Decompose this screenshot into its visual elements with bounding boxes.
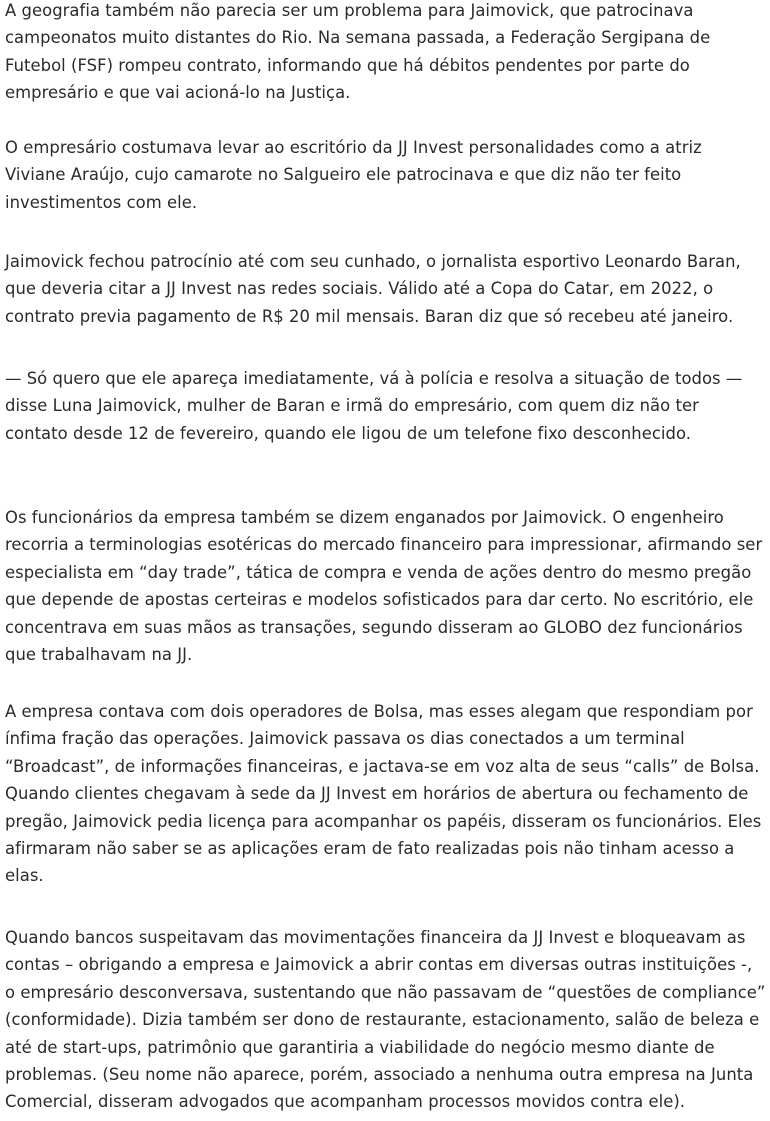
paragraph-3 (0, 248, 741, 330)
paragraph-6-line-7: elas. (5, 866, 44, 886)
paragraph-3-line-3: contrato previa pagamento de R$ 20 mil mensais. Baran diz que só recebeu até janeiro. (5, 306, 734, 326)
paragraph-1-line-1: A geografia também não parecia ser um problema para Jaimovick, que patrocinava (5, 1, 694, 20)
paragraph-5-line-4: que depende de apostas certeiras e modelos sofisticados para dar certo. No escritório, ele (5, 590, 754, 610)
paragraph-4-line-2: disse Luna Jaimovick, mulher de Baran e irmã do empresário, com quem diz não ter (5, 396, 699, 416)
paragraph-5-line-1: Os funcionários da empresa também se dizem enganados por Jaimovick. O engenheiro (5, 508, 724, 527)
paragraph-4-line-1: — Só quero que ele apareça imediatamente, vá à polícia e resolva a situação de todos — (5, 369, 743, 388)
paragraph-7-line-1: Quando bancos suspeitavam das movimentações financeira da JJ Invest e bloqueavam as (5, 928, 746, 947)
paragraph-7-line-5: até de start-ups, patrimônio que garantiria a viabilidade do negócio mesmo diante de (5, 1037, 715, 1057)
paragraph-2-line-2: Viviane Araújo, cujo camarote no Salgueiro ele patrocinava e que diz não ter feito (5, 165, 682, 185)
paragraph-6-line-6: afirmaram não saber se as aplicações eram de fato realizadas pois não tinham acesso a (5, 839, 735, 859)
paragraph-1-line-2: campeonatos muito distantes do Rio. Na semana passada, a Federação Sergipana de (5, 28, 711, 48)
paragraph-5-line-6: que trabalhavam na JJ. (5, 645, 193, 665)
paragraph-5-line-2: recorria a terminologias esotéricas do mercado financeiro para impressionar, afirmando ser (5, 535, 763, 555)
paragraph-7 (0, 924, 765, 1116)
paragraph-1-line-3: Futebol (FSF) rompeu contrato, informando que há débitos pendentes por parte do (5, 55, 690, 75)
paragraph-6-line-3: “Broadcast”, de informações financeiras, e jactava-se em voz alta de seus “calls” de Bolsa. (5, 756, 760, 776)
paragraph-7-line-2: contas – obrigando a empresa e Jaimovick a abrir contas em diversas outras instituições -, (5, 955, 753, 975)
paragraph-5 (0, 504, 762, 668)
paragraph-4-line-3: contato desde 12 de fevereiro, quando ele ligou de um telefone fixo desconhecido. (5, 423, 692, 443)
paragraph-7-line-6: problemas. (Seu nome não aparece, porém, associado a nenhuma outra empresa na Junta (5, 1065, 754, 1085)
paragraph-1 (0, 0, 710, 107)
paragraph-5-line-5: concentrava em suas mãos as transações, segundo disseram ao GLOBO dez funcionários (5, 617, 743, 637)
paragraph-7-line-4: (conformidade). Dizia também ser dono de restaurante, estacionamento, salão de beleza e (5, 1010, 760, 1030)
paragraph-3-line-1: Jaimovick fechou patrocínio até com seu cunhado, o jornalista esportivo Leonardo Baran, (5, 252, 741, 271)
paragraph-7-line-3: o empresário desconversava, sustentando que não passavam de “questões de compliance” (5, 982, 766, 1002)
paragraph-6 (0, 698, 761, 890)
paragraph-4-quote (0, 365, 742, 447)
paragraph-6-line-1: A empresa contava com dois operadores de Bolsa, mas esses alegam que respondiam por (5, 702, 753, 721)
paragraph-3-line-2: que deveria citar a JJ Invest nas redes sociais. Válido até a Copa do Catar, em 2022, o (5, 279, 714, 299)
paragraph-7-line-7: Comercial, disseram advogados que acompanham processos movidos contra ele). (5, 1092, 686, 1112)
paragraph-1-line-4: empresário e que vai acioná-lo na Justiça. (5, 83, 351, 103)
paragraph-2-line-1: O empresário costumava levar ao escritório da JJ Invest personalidades como a atriz (5, 138, 702, 157)
paragraph-2-line-3: investimentos com ele. (5, 192, 198, 212)
paragraph-2 (0, 134, 702, 216)
paragraph-5-line-3: especialista em “day trade”, tática de compra e venda de ações dentro do mesmo pregão (5, 562, 752, 582)
paragraph-6-line-5: pregão, Jaimovick pedia licença para acompanhar os papéis, disseram os funcionários. Eles (5, 811, 762, 831)
paragraph-6-line-2: ínfima fração das operações. Jaimovick passava os dias conectados a um terminal (5, 729, 685, 749)
paragraph-6-line-4: Quando clientes chegavam à sede da JJ Invest em horários de abertura ou fechamento de (5, 784, 749, 804)
